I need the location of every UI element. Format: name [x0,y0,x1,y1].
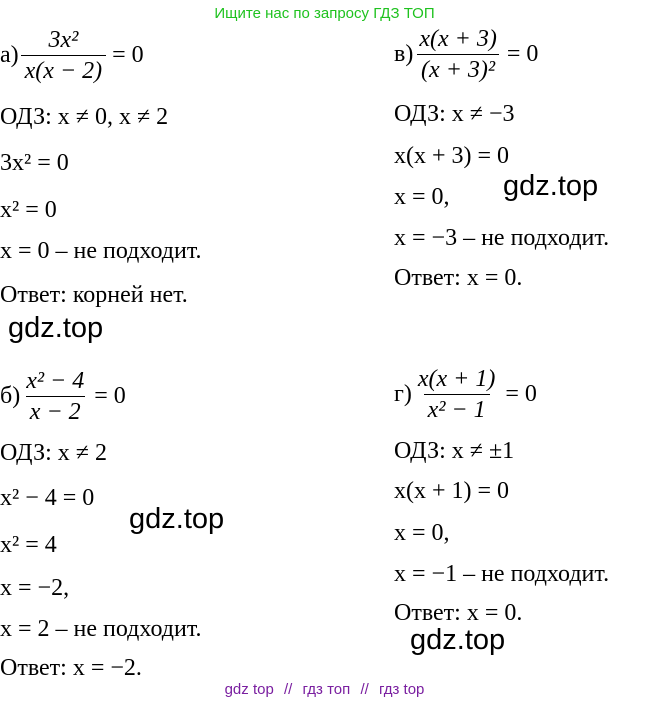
rhs-a: = 0 [112,42,144,68]
step-v-2: x(x + 3) = 0 [394,143,510,169]
step-a-1: ОДЗ: x ≠ 0, x ≠ 2 [0,104,169,130]
numerator-a: 3x² [48,27,79,53]
step-b-1: ОДЗ: x ≠ 2 [0,440,107,466]
step-b-answer: Ответ: x = −2. [0,655,142,681]
step-g-answer: Ответ: x = 0. [394,600,523,626]
fraction-v [415,26,500,83]
step-v-1: ОДЗ: x ≠ −3 [394,101,515,127]
step-g-2: x(x + 1) = 0 [394,478,510,504]
watermark-4: gdz.top [410,624,506,656]
step-g-4: x = −1 – не подходит. [394,561,610,587]
step-v-3: x = 0, [394,184,450,210]
rhs-g: = 0 [505,381,537,407]
footer-separator-1: // [283,681,293,698]
denominator-v: (x + 3)² [417,54,499,83]
numerator-b: x² − 4 [26,368,85,394]
fraction-g [414,366,499,423]
step-g-3: x = 0, [394,520,450,546]
rhs-v: = 0 [506,41,539,67]
numerator-g: x(x + 1) [417,366,496,392]
step-v-answer: Ответ: x = 0. [394,265,523,291]
step-g-1: ОДЗ: x ≠ ±1 [394,438,515,464]
step-a-answer: Ответ: корней нет. [0,282,188,308]
equation-a [0,27,144,84]
header-banner: Ищите нас по запросу ГДЗ ТОП [214,5,435,22]
part-label-b: б) [0,383,21,409]
step-b-2: x² − 4 = 0 [0,485,95,511]
watermark-1: gdz.top [503,170,599,202]
part-label-v: в) [394,41,414,67]
fraction-a [21,27,106,84]
watermark-3: gdz.top [129,503,225,535]
fraction-b [22,368,88,425]
denominator-a: x(x − 2) [21,55,106,84]
footer-separator-2: // [360,681,369,698]
part-label-a: а) [0,42,19,68]
step-a-4: x = 0 – не подходит. [0,238,202,264]
equation-v [394,26,538,83]
step-b-4: x = −2, [0,575,70,601]
rhs-b: = 0 [94,383,126,409]
step-b-3: x² = 4 [0,532,57,558]
denominator-b: x − 2 [26,396,85,425]
footer-links [0,681,649,698]
step-a-2: 3x² = 0 [0,150,69,176]
footer-link-3[interactable]: гдз top [378,681,425,698]
step-b-5: x = 2 – не подходит. [0,616,202,642]
equation-g [394,366,537,423]
denominator-g: x² − 1 [424,394,490,423]
step-v-4: x = −3 – не подходит. [394,225,610,251]
watermark-2: gdz.top [8,312,104,344]
footer-link-1[interactable]: gdz top [224,681,274,698]
equation-b [0,368,126,425]
step-a-3: x² = 0 [0,197,57,223]
numerator-v: x(x + 3) [419,26,497,52]
footer-link-2[interactable]: гдз топ [302,681,351,698]
part-label-g: г) [394,381,412,407]
